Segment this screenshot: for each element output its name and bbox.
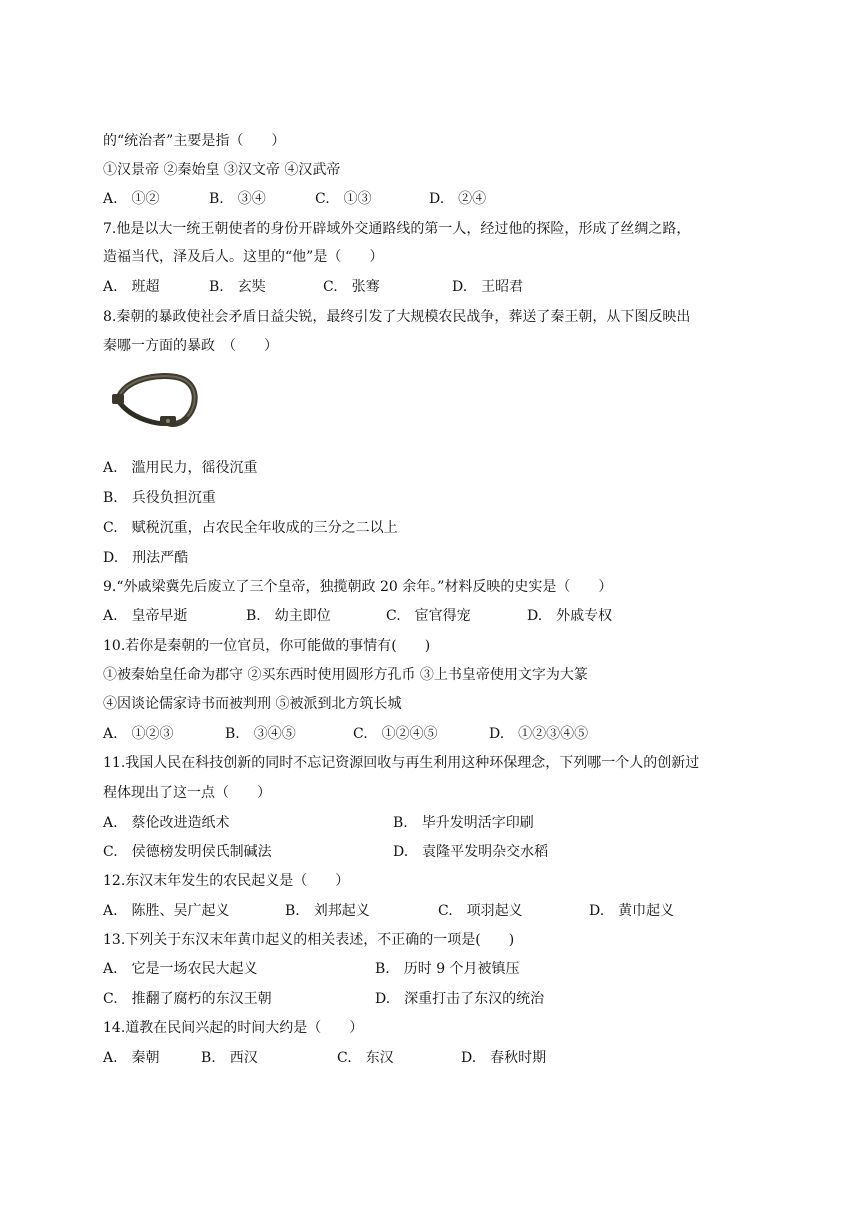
q7-stem-line2: 造福当代，泽及后人。这里的“他”是（ ） (103, 249, 384, 265)
q11-option-a[interactable]: A. 蔡伦改进造纸术 (103, 815, 230, 831)
q11-stem-line2: 程体现出了这一点（ ） (103, 785, 271, 801)
q8-option-a[interactable]: A. 滥用民力，徭役沉重 (103, 460, 258, 476)
q6-stem-tail: 的“统治者”主要是指（ ） (103, 133, 286, 149)
q13-stem: 13.下列关于东汉末年黄巾起义的相关表述，不正确的一项是( ) (103, 932, 515, 948)
q13-option-b[interactable]: B. 历时 9 个月被镇压 (375, 961, 520, 977)
q6-items: ①汉景帝 ②秦始皇 ③汉文帝 ④汉武帝 (103, 162, 341, 178)
q12-option-c[interactable]: C. 项羽起义 (438, 903, 523, 919)
q7-option-b[interactable]: B. 玄奘 (209, 279, 266, 295)
q7-stem-line1: 7.他是以大一统王朝使者的身份开辟域外交通路线的第一人，经过他的探险，形成了丝绸之路， (103, 221, 691, 237)
q9-option-d[interactable]: D. 外戚专权 (527, 608, 613, 624)
q14-option-c[interactable]: C. 东汉 (337, 1050, 394, 1066)
q14-option-a[interactable]: A. 秦朝 (103, 1050, 160, 1066)
q6-option-c[interactable]: C. ①③ (315, 191, 372, 207)
q10-items-line1: ①被秦始皇任命为郡守 ②买东西时使用圆形方孔币 ③上书皇帝使用文字为大篆 (103, 667, 588, 683)
q14-stem: 14.道教在民间兴起的时间大约是（ ） (103, 1020, 364, 1036)
q7-option-a[interactable]: A. 班超 (103, 279, 160, 295)
q11-option-c[interactable]: C. 侯德榜发明侯氏制碱法 (103, 844, 272, 860)
q8-stem-line2: 秦哪一方面的暴政 （ ） (103, 338, 278, 354)
q10-option-a[interactable]: A. ①②③ (103, 726, 174, 742)
q7-option-d[interactable]: D. 王昭君 (452, 279, 524, 295)
q11-stem-line1: 11.我国人民在科技创新的同时不忘记资源回收与再生利用这种环保理念，下列哪一个人的创新过 (103, 755, 700, 771)
q13-option-c[interactable]: C. 推翻了腐朽的东汉王朝 (103, 991, 272, 1007)
q8-option-d[interactable]: D. 刑法严酷 (103, 550, 189, 566)
q6-option-b[interactable]: B. ③④ (209, 191, 266, 207)
q6-option-a[interactable]: A. ①② (103, 191, 160, 207)
q12-option-a[interactable]: A. 陈胜、吴广起义 (103, 903, 230, 919)
q9-option-a[interactable]: A. 皇帝早逝 (103, 608, 188, 624)
q10-stem: 10.若你是秦朝的一位官员，你可能做的事情有( ) (103, 638, 431, 654)
q9-option-c[interactable]: C. 宦官得宠 (386, 608, 471, 624)
q8-option-b[interactable]: B. 兵役负担沉重 (103, 490, 216, 506)
q8-option-c[interactable]: C. 赋税沉重，占农民全年收成的三分之二以上 (103, 520, 398, 536)
q14-option-b[interactable]: B. 西汉 (201, 1050, 258, 1066)
q10-option-b[interactable]: B. ③④⑤ (225, 726, 296, 742)
q7-option-c[interactable]: C. 张骞 (323, 279, 380, 295)
q10-option-d[interactable]: D. ①②③④⑤ (489, 726, 589, 742)
q13-option-a[interactable]: A. 它是一场农民大起义 (103, 961, 258, 977)
q10-items-line2: ④因谈论儒家诗书而被判刑 ⑤被派到北方筑长城 (103, 696, 402, 712)
q8-stem-line1: 8.秦朝的暴政使社会矛盾日益尖锐，最终引发了大规模农民战争，葬送了秦王朝，从下图反映出 (103, 309, 691, 325)
iron-fetter-image (108, 370, 200, 432)
q11-option-d[interactable]: D. 袁隆平发明杂交水稻 (393, 844, 549, 860)
q9-option-b[interactable]: B. 幼主即位 (246, 608, 331, 624)
q9-stem: 9.“外戚梁冀先后废立了三个皇帝，独揽朝政 20 余年。”材料反映的史实是（ ） (103, 579, 613, 595)
q10-option-c[interactable]: C. ①②④⑤ (353, 726, 438, 742)
q14-option-d[interactable]: D. 春秋时期 (461, 1050, 547, 1066)
q12-option-d[interactable]: D. 黄巾起义 (589, 903, 675, 919)
q12-option-b[interactable]: B. 刘邦起义 (285, 903, 370, 919)
q11-option-b[interactable]: B. 毕升发明活字印刷 (393, 815, 534, 831)
q13-option-d[interactable]: D. 深重打击了东汉的统治 (375, 991, 545, 1007)
q12-stem: 12.东汉末年发生的农民起义是（ ） (103, 873, 350, 889)
q6-option-d[interactable]: D. ②④ (429, 191, 487, 207)
